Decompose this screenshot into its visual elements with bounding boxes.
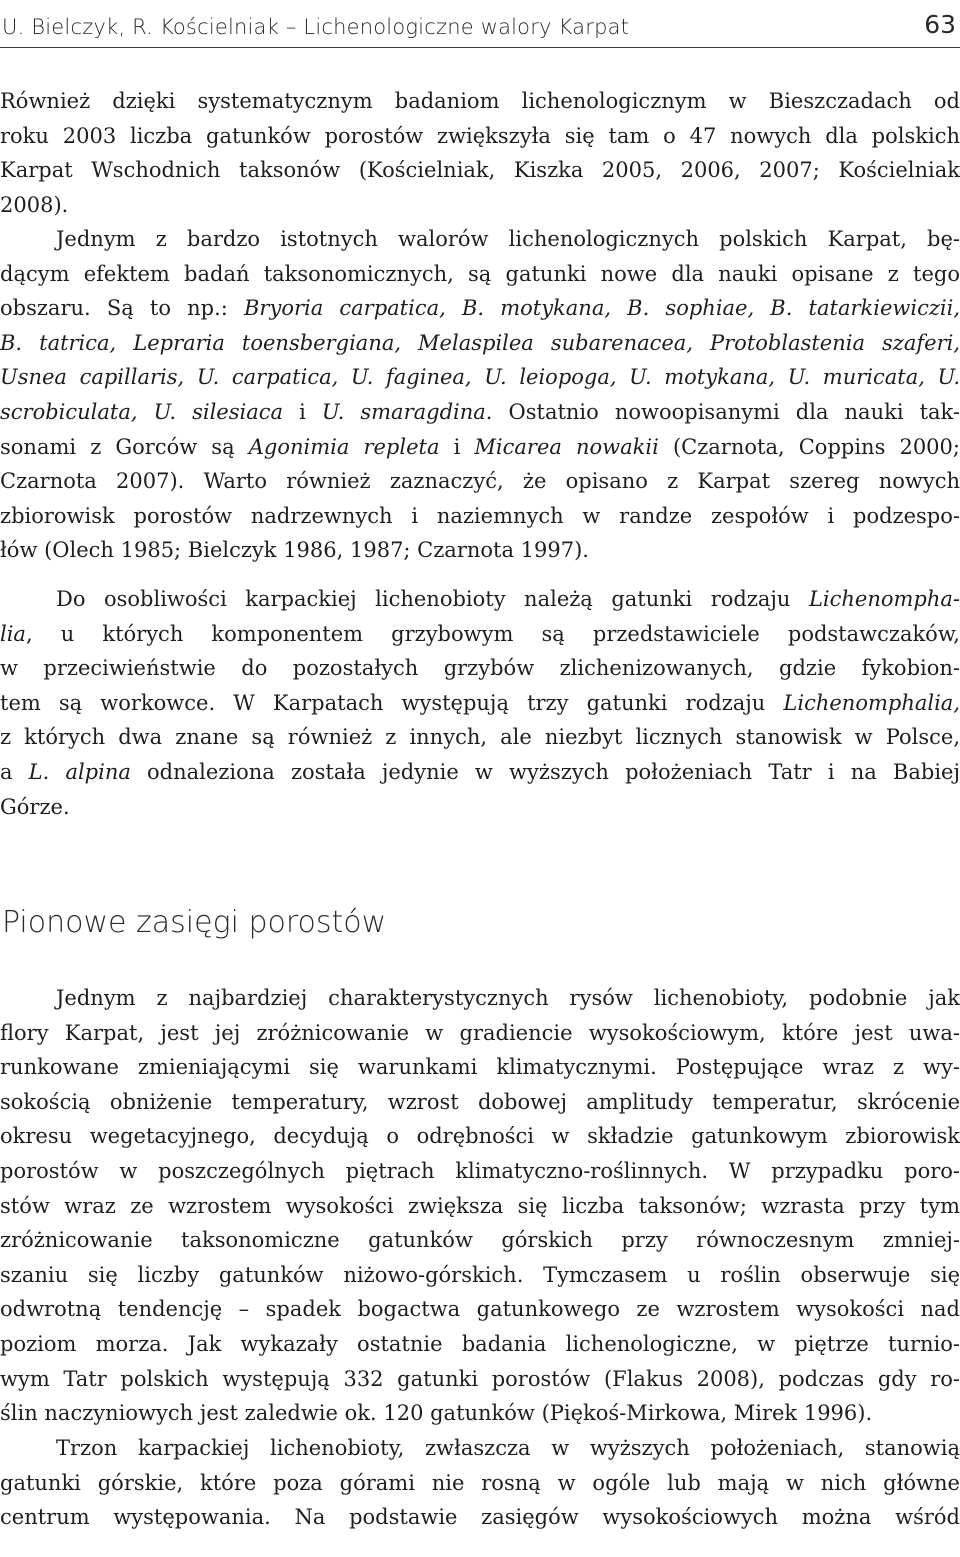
text-line: sokością obniżenie temperatury, wzrost dobowej amplitudy temperatur, skrócenie xyxy=(0,1089,960,1114)
species-names: Agonimia repleta xyxy=(248,434,440,459)
text-segment: obszaru. Są to np.: xyxy=(0,296,244,321)
text-segment: i xyxy=(283,399,322,424)
running-title: U. Bielczyk, R. Kościelniak – Lichenologiczne walory Karpat xyxy=(2,15,630,39)
text-line: wym Tatr polskich występują 332 gatunki porostów (Flakus 2008), podczas gdy ro- xyxy=(0,1366,960,1391)
section-heading: Pionowe zasięgi porostów xyxy=(2,905,387,940)
text-line: w przeciwieństwie do pozostałych grzybów zlichenizowanych, gdzie fykobion- xyxy=(0,656,960,681)
text-line: Trzon karpackiej lichenobioty, zwłaszcza w wyższych położeniach, stanowią xyxy=(56,1436,960,1460)
text-line: z których dwa znane są również z innych, ale niezbyt licznych stanowisk w Polsce, xyxy=(0,725,960,750)
page-number: 63 xyxy=(924,10,956,39)
text-segment: odnaleziona została jedynie w wyższych położeniach Tatr i na Babiej xyxy=(130,759,960,784)
text-line: szaniu się liczby gatunków niżowo-górskich. Tymczasem u roślin obserwuje się xyxy=(0,1262,960,1287)
paragraph-5 xyxy=(0,1431,960,1535)
species-names: U. smaragdina. xyxy=(321,399,493,424)
running-header xyxy=(0,8,960,48)
text-line: porostów w poszczególnych piętrach klimatyczno-roślinnych. W przypadku poro- xyxy=(0,1158,960,1183)
text-line: 2008). xyxy=(0,192,69,217)
text-segment: Ostatnio nowoopisanymi dla nauki tak- xyxy=(492,399,960,424)
species-names: lia xyxy=(0,621,26,646)
text-segment: i xyxy=(439,434,475,459)
species-names: Lichenomphalia, xyxy=(783,690,960,715)
text-line: Karpat Wschodnich taksonów (Kościelniak, Kiszka 2005, 2006, 2007; Kościelniak xyxy=(0,158,960,183)
text-line: zbiorowisk porostów nadrzewnych i naziemnych w randze zespołów i podzespo- xyxy=(0,503,960,528)
text-line: Jednym z bardzo istotnych walorów lichenologicznych polskich Karpat, bę- xyxy=(56,227,960,251)
text-segment: , u których komponentem grzybowym są przedstawiciele podstawczaków, xyxy=(25,621,960,646)
paragraph-1 xyxy=(0,84,960,222)
text-line xyxy=(0,686,960,721)
paragraph-2 xyxy=(0,222,960,568)
species-names: B. tatrica, Lepraria toensbergiana, Melaspilea subarenacea, Protoblastenia szaferi, xyxy=(0,330,960,355)
text-line: dącym efektem badań taksonomicznych, są gatunki nowe dla nauki opisane z tego xyxy=(0,261,960,286)
text-segment: Do osobliwości karpackiej lichenobioty należą gatunki rodzaju xyxy=(56,587,809,611)
text-line: zróżnicowanie taksonomiczne gatunków górskich przy równoczesnym zmniej- xyxy=(0,1228,960,1253)
text-line xyxy=(0,395,960,430)
paragraph-3 xyxy=(0,582,960,824)
text-line xyxy=(0,430,960,465)
text-line: Również dzięki systematycznym badaniom lichenologicznym w Bieszczadach od xyxy=(0,89,960,113)
text-line: gatunki górskie, które poza górami nie rosną w ogóle lub mają w nich główne xyxy=(0,1470,960,1495)
text-line: centrum występowania. Na podstawie zasięgów wysokościowych można wśród xyxy=(0,1505,960,1530)
text-line: okresu wegetacyjnego, decydują o odrębności w składzie gatunkowym zbiorowisk xyxy=(0,1124,960,1149)
text-line: runkowane zmieniającymi się warunkami klimatycznymi. Postępujące wraz z wy- xyxy=(0,1055,960,1080)
species-names: L. alpina xyxy=(28,759,131,784)
text-line: Jednym z najbardziej charakterystycznych rysów lichenobioty, podobnie jak xyxy=(56,986,960,1010)
species-names: Usnea capillaris, U. carpatica, U. faginea, U. leiopoga, U. motykana, U. muricata, U. xyxy=(0,365,960,390)
text-line: łów (Olech 1985; Bielczyk 1986, 1987; Czarnota 1997). xyxy=(0,538,589,563)
species-names: scrobiculata, U. silesiaca xyxy=(0,399,284,424)
text-line xyxy=(0,582,960,617)
text-line: ślin naczyniowych jest zaledwie ok. 120 gatunków (Piękoś-Mirkowa, Mirek 1996). xyxy=(0,1401,873,1426)
text-segment: sonami z Gorców są xyxy=(0,434,249,459)
text-line: roku 2003 liczba gatunków porostów zwiększyła się tam o 47 nowych dla polskich xyxy=(0,123,960,148)
text-line xyxy=(0,291,960,326)
text-line: Czarnota 2007). Warto również zaznaczyć, że opisano z Karpat szereg nowych xyxy=(0,469,960,494)
text-line: odwrotną tendencję – spadek bogactwa gatunkowego ze wzrostem wysokości nad xyxy=(0,1297,960,1322)
text-segment: tem są workowce. W Karpatach występują trzy gatunki rodzaju xyxy=(0,690,784,715)
text-segment: a xyxy=(0,759,29,784)
text-line xyxy=(0,755,960,790)
text-segment: (Czarnota, Coppins 2000; xyxy=(658,434,960,459)
text-line xyxy=(0,617,960,652)
text-line: Górze. xyxy=(0,794,70,819)
text-line: stów wraz ze wzrostem wysokości zwiększa się liczba taksonów; wzrasta przy tym xyxy=(0,1193,960,1218)
species-names: Lichenompha- xyxy=(808,587,960,611)
text-line: poziom morza. Jak wykazały ostatnie badania lichenologiczne, w piętrze turnio- xyxy=(0,1331,960,1356)
species-names: Bryoria carpatica, B. motykana, B. sophiae, B. tatarkiewiczii, xyxy=(244,296,960,321)
text-line: flory Karpat, jest jej zróżnicowanie w gradiencie wysokościowym, które jest uwa- xyxy=(0,1020,960,1045)
paragraph-4 xyxy=(0,981,960,1431)
species-names: Micarea nowakii xyxy=(474,434,659,459)
